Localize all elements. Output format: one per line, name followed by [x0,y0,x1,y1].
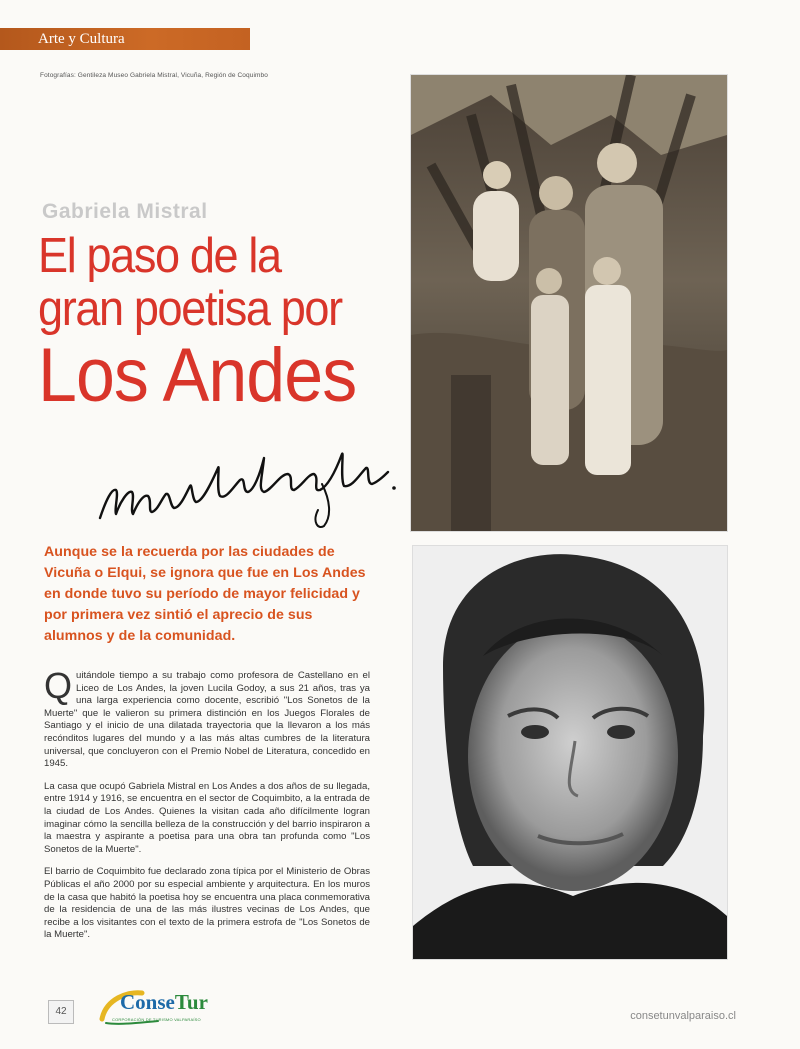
drop-cap: Q [44,665,73,706]
body-paragraph-3: El barrio de Coquimbito fue declarado zona típica por el Ministerio de Obras Públicas el año 2000 por su especial ambiente y arquitectura. En los muros de la casa que habitó la poetisa hoy se encuentra una placa conmemorativa de la residencia de una de las más ilustres vecinas de Los Andes, que recibe a los visitantes con el texto de la primera estrofa de "Los Sonetos de la Muerte". [44,866,370,941]
family-photo [410,74,728,532]
kicker: Gabriela Mistral [42,200,208,223]
photo-credit: Fotografías: Gentileza Museo Gabriela Mistral, Vicuña, Región de Coquimbo [40,72,268,79]
body-paragraph-2: La casa que ocupó Gabriela Mistral en Los Andes a dos años de su llegada, entre 1914 y 1916, se encuentra en el sector de Coquimbito, a la entrada de la ciudad de Los Andes. Quienes la visitan cada año difícilmente logran imaginar cómo la sencilla belleza de la construcción y del barrio inspiraron a la maestra y aspirante a poetisa para una obra tan profunda como "Los Sonetos de la Muerte". [44,780,370,855]
logo-wordmark [120,990,208,1015]
body-paragraph-1 [44,665,370,771]
headline [38,229,398,418]
body-paragraph-1-text: uitándole tiempo a su trabajo como profesora de Castellano en el Liceo de Los Andes, la joven Lucila Godoy, a sus 21 años, tras ya una larga experiencia como docente, escribió "Los Sonetos de la Muerte" que le valieron su primera distinción en los Juegos Florales de Santiago y el inicio de una dilatada trayectoria que la llevaron a los más recónditos lugares del mundo y a las más altas cumbres de la literatura universal, que concluyeron con el Premio Nobel de Literatura, concedido en 1945. [44,670,370,770]
logo-tagline: CORPORACIÓN DE TURISMO VALPARAÍSO [112,1017,201,1022]
headline-line-1: El paso de la [38,229,281,283]
lead-paragraph: Aunque se la recuerda por las ciudades de Vicuña o Elqui, se ignora que fue en Los Andes en donde tuvo su período de mayor felicidad y por primera vez sintió el aprecio de sus alumnos y de la comunidad. [44,544,366,644]
page-number: 42 [48,1000,74,1024]
logo-conse: Conse [120,990,175,1014]
signature-icon [92,430,402,530]
website-url: consetunvalparaiso.cl [630,1010,736,1022]
article-body [44,665,370,952]
headline-line-2: gran poetisa por [38,282,342,336]
logo-tur: Tur [174,990,208,1014]
headline-line-3: Los Andes [38,333,357,418]
section-tag: Arte y Cultura [0,28,250,50]
portrait-photo [412,545,728,960]
